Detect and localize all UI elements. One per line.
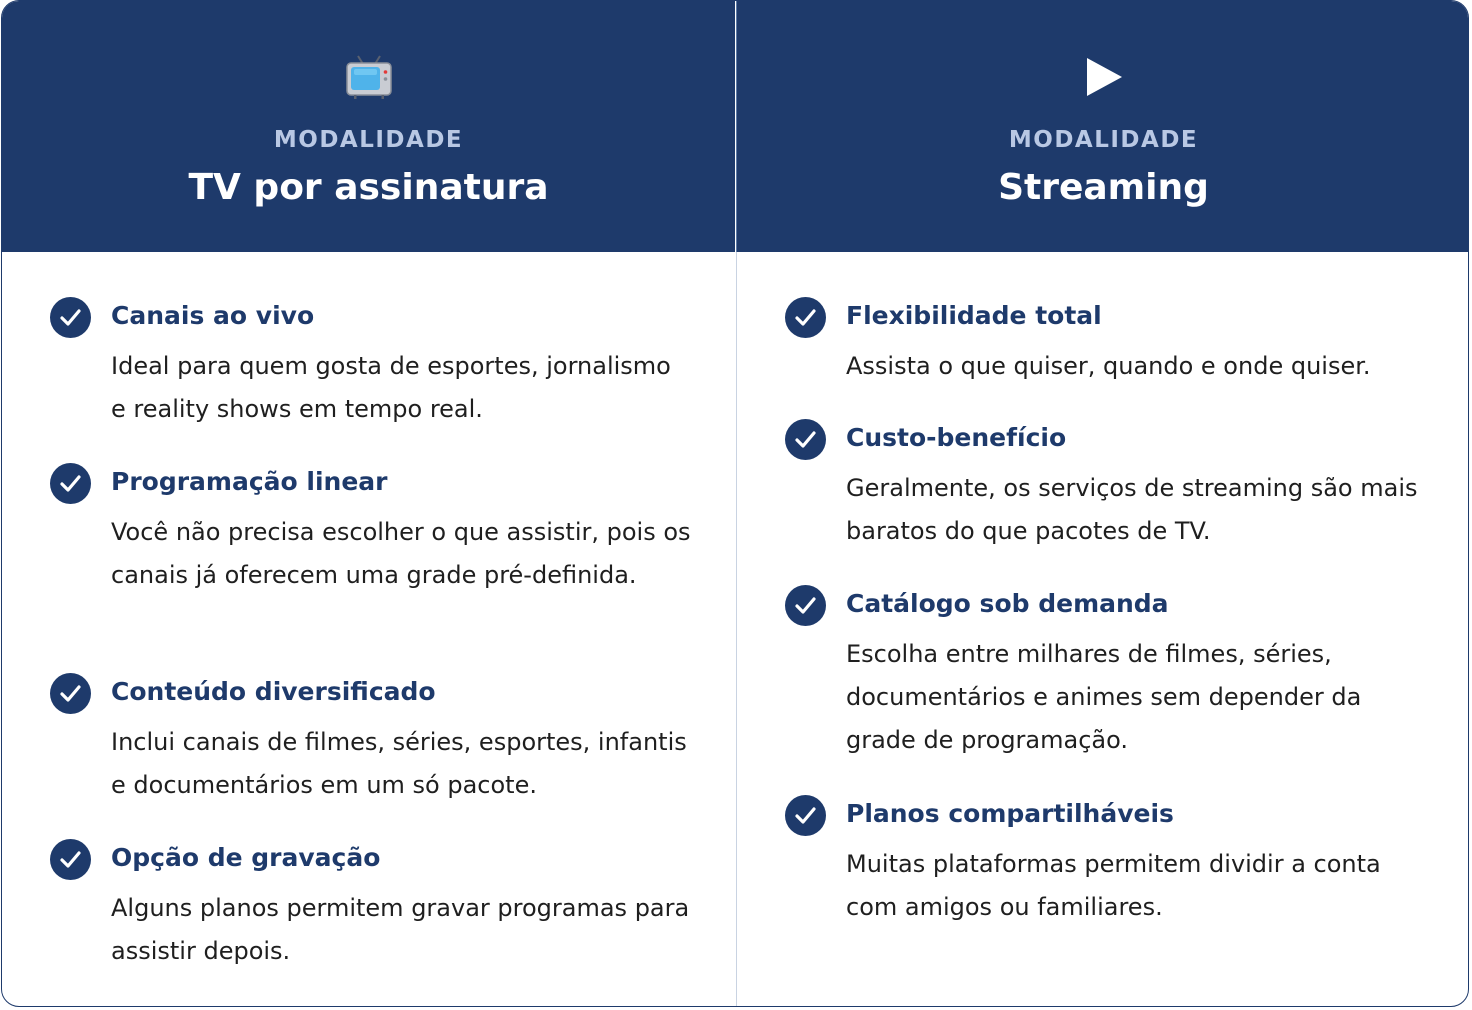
feature-title: Catálogo sob demanda <box>846 589 1169 618</box>
feature-description: Inclui canais de filmes, séries, esportes, infantis e documentários em um só pacote. <box>111 728 687 799</box>
feature-title: Flexibilidade total <box>846 301 1102 330</box>
feature-title: Canais ao vivo <box>111 301 315 330</box>
column-title: Streaming <box>998 167 1209 208</box>
check-icon <box>785 585 826 626</box>
check-icon <box>50 463 91 504</box>
feature-title: Conteúdo diversificado <box>111 677 436 706</box>
column-title: TV por assinatura <box>188 167 549 208</box>
feature-title: Planos compartilháveis <box>846 799 1174 828</box>
feature-description: Muitas plataformas permitem dividir a conta com amigos ou familiares. <box>846 850 1381 921</box>
check-icon <box>50 673 91 714</box>
header-divider <box>736 1 737 252</box>
feature-description: Você não precisa escolher o que assistir, pois os canais já oferecem uma grade pré-definida. <box>111 518 691 589</box>
feature-description: Geralmente, os serviços de streaming são mais baratos do que pacotes de TV. <box>846 474 1418 545</box>
feature-title: Opção de gravação <box>111 843 381 872</box>
column-streaming <box>737 1 1469 1006</box>
column-header <box>737 1 1469 252</box>
check-icon <box>785 297 826 338</box>
column-header <box>2 1 735 252</box>
feature-description: Assista o que quiser, quando e onde quiser. <box>846 352 1371 380</box>
feature-description: Ideal para quem gosta de esportes, jornalismo e reality shows em tempo real. <box>111 352 671 423</box>
television-icon <box>345 53 393 101</box>
check-icon <box>785 795 826 836</box>
check-icon <box>50 839 91 880</box>
check-icon <box>50 297 91 338</box>
feature-description: Escolha entre milhares de filmes, séries, documentários e animes sem depender da grade de programação. <box>846 640 1362 754</box>
column-kicker: MODALIDADE <box>1008 127 1199 153</box>
comparison-card <box>1 0 1469 1007</box>
feature-description: Alguns planos permitem gravar programas para assistir depois. <box>111 894 690 965</box>
column-tv-por-assinatura <box>2 1 735 1006</box>
feature-title: Programação linear <box>111 467 388 496</box>
check-icon <box>785 419 826 460</box>
column-kicker: MODALIDADE <box>273 127 464 153</box>
play-icon <box>1080 53 1128 101</box>
feature-title: Custo-benefício <box>846 423 1067 452</box>
